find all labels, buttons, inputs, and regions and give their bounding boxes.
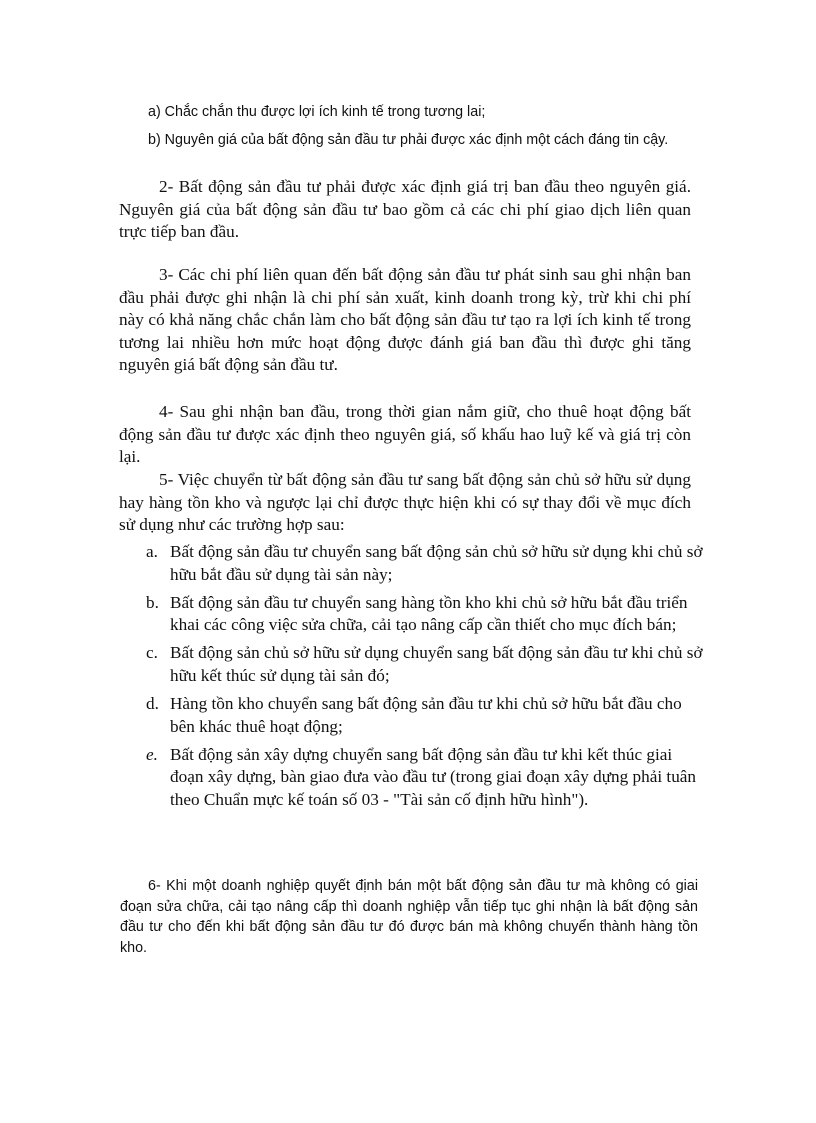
list-item	[146, 541, 704, 586]
list-marker: c.	[146, 643, 158, 663]
list-marker: d.	[146, 694, 159, 714]
paragraph-6: 6- Khi một doanh nghiệp quyết định bán một bất động sản đầu tư mà không có giai đoạn sửa chữa, cải tạo nâng cấp thì doanh nghiệp vẫn tiếp tục ghi nhận là bất động sản đầu tư cho đến khi bất động sản đầu tư đó được bán mà không chuyển thành hàng tồn kho.	[120, 878, 698, 956]
list-marker: a.	[146, 542, 158, 561]
paragraph-a: a) Chắc chắn thu được lợi ích kinh tế trong tương lai;	[148, 104, 486, 120]
list-item-text: Bất động sản đầu tư chuyển sang bất động sản chủ sở hữu sử dụng khi chủ sở hữu bắt đầu sử dụng tài sản này;	[170, 542, 703, 584]
paragraph-5: 5- Việc chuyển từ bất động sản đầu tư sang bất động sản chủ sở hữu sử dụng hay hàng tồn kho và ngược lại chỉ được thực hiện khi có sự thay đổi về mục đích sử dụng như các trường hợp sau:	[119, 470, 691, 535]
list-item-text: Bất động sản chủ sở hữu sử dụng chuyển sang bất động sản đầu tư khi chủ sở hữu kết thúc sử dụng tài sản đó;	[170, 643, 703, 685]
paragraph-2: 2- Bất động sản đầu tư phải được xác định giá trị ban đầu theo nguyên giá. Nguyên giá của bất động sản đầu tư bao gồm cả các chi phí giao dịch liên quan trực tiếp ban đầu.	[119, 177, 691, 242]
list-item	[146, 693, 704, 738]
paragraph-4: 4- Sau ghi nhận ban đầu, trong thời gian nắm giữ, cho thuê hoạt động bất động sản đầu tư được xác định theo nguyên giá, số khấu hao luỹ kế và giá trị còn lại.	[119, 402, 691, 467]
list-item	[146, 642, 704, 687]
paragraph-3: 3- Các chi phí liên quan đến bất động sản đầu tư phát sinh sau ghi nhận ban đầu phải được ghi nhận là chi phí sản xuất, kinh doanh trong kỳ, trừ khi chi phí này có khả năng chắc chắn làm cho bất động sản đầu tư tạo ra lợi ích kinh tế trong tương lai nhiều hơn mức hoạt động được đánh giá ban đầu thì được ghi tăng nguyên giá bất động sản đầu tư.	[119, 265, 691, 375]
list-item	[146, 592, 704, 637]
list-marker: b.	[146, 592, 159, 612]
list-marker: e.	[146, 744, 158, 764]
list-item	[146, 744, 704, 812]
usage-change-list	[146, 541, 704, 817]
list-item-text: Hàng tồn kho chuyển sang bất động sản đầu tư khi chủ sở hữu bắt đầu cho bên khác thuê hoạt động;	[170, 694, 682, 736]
list-item-text: Bất động sản xây dựng chuyển sang bất động sản đầu tư khi kết thúc giai đoạn xây dựng, bàn giao đưa vào đầu tư (trong giai đoạn xây dựng phải tuân theo Chuẩn mực kế toán số 03 - "Tài sản cố định hữu hình").	[170, 744, 697, 809]
paragraph-b: b) Nguyên giá của bất động sản đầu tư phải được xác định một cách đáng tin cậy.	[148, 132, 669, 148]
list-item-text: Bất động sản đầu tư chuyển sang hàng tồn kho khi chủ sở hữu bắt đầu triển khai các công việc sửa chữa, cải tạo nâng cấp cần thiết cho mục đích bán;	[170, 592, 688, 635]
